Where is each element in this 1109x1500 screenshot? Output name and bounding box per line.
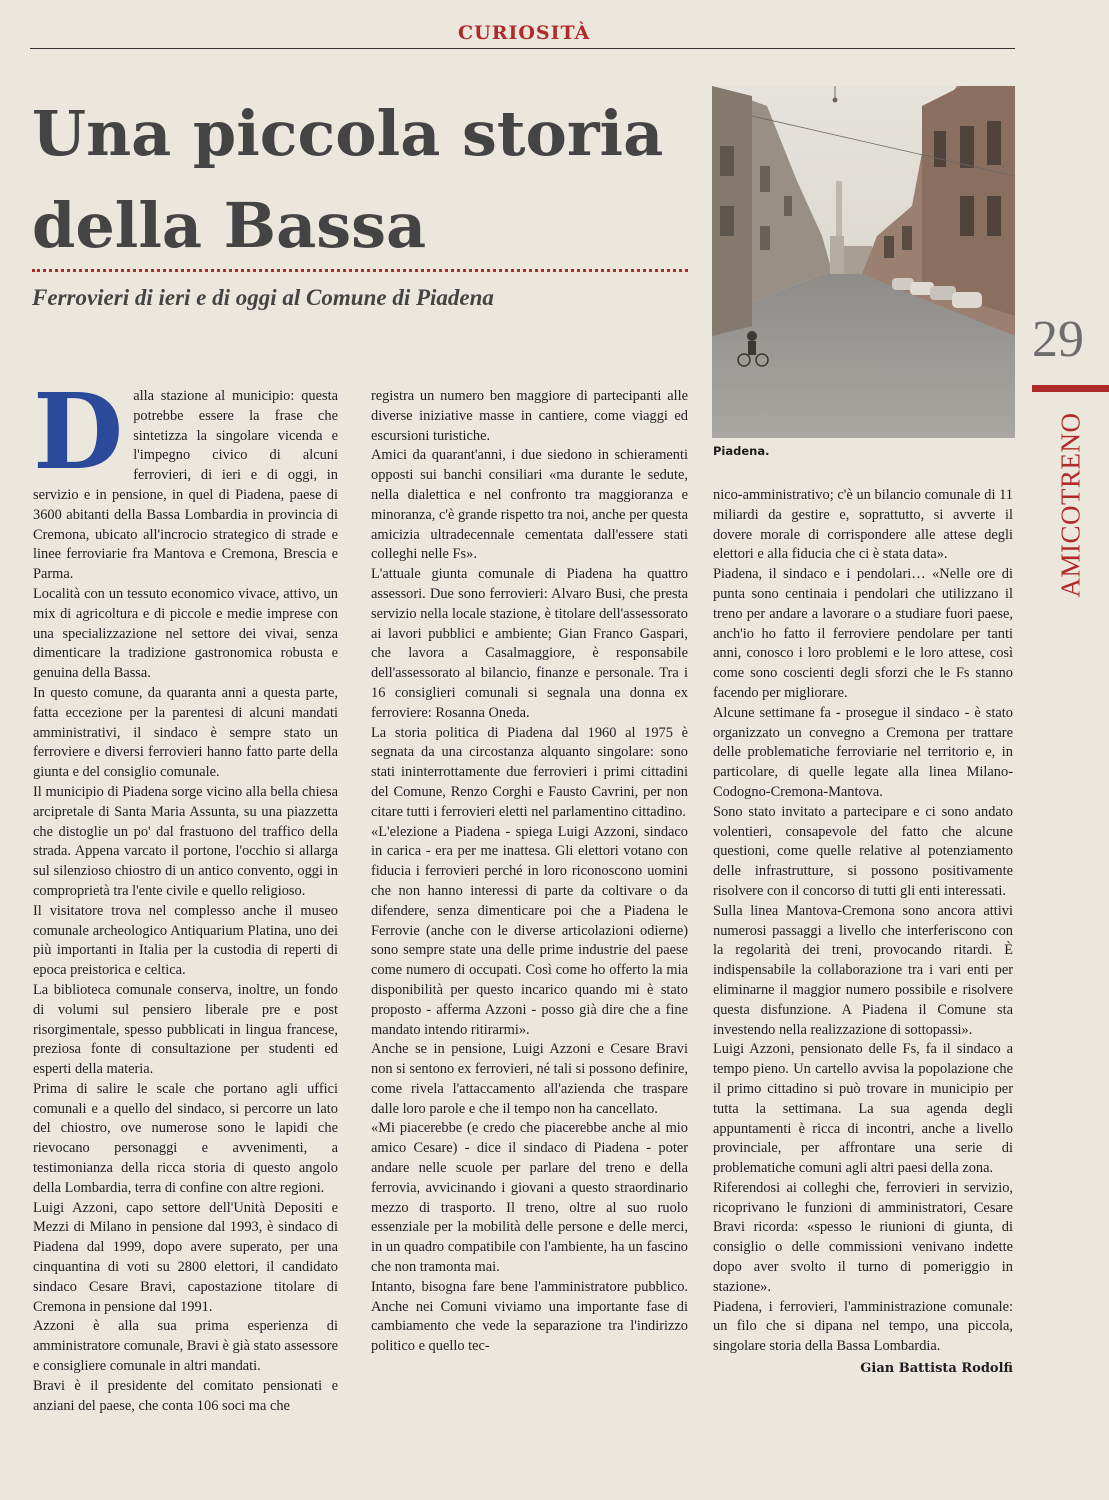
paragraph: «L'elezione a Piadena - spiega Luigi Azzoni, sindaco in carica - era per me inattesa. Gli elettori votano con fiducia i ferrovieri perché in loro riconoscono uomini che non hanno interessi di parte da coltivare o da difendere, senza dimenticare poi che a Piadena le Ferrovie (anche con le diverse articolazioni odierne) sono sempre state una delle prime industrie del paese come numero di occupati. Così come ho offerto la mia disponibilità per questo incarico quando mi è stato proposto - afferma Azzoni - posso già dire che a fine mandato intendo ritirarmi». <box>371 823 688 1038</box>
article-headline: Una piccola storia della Bassa <box>32 97 664 262</box>
top-rule <box>30 48 1015 49</box>
author-signature: Gian Battista Rodolfi <box>860 1361 1013 1377</box>
page-number: 29 <box>1032 311 1084 368</box>
paragraph: Il visitatore trova nel complesso anche il museo comunale archeologico Antiquarium Platina, uno dei più importanti in Italia per la custodia di reperti di epoca preistorica e celtica. <box>33 902 338 979</box>
article-subtitle: Ferrovieri di ieri e di oggi al Comune di Piadena <box>32 285 494 310</box>
paragraph: La storia politica di Piadena dal 1960 al 1975 è segnata da una circostanza alquanto singolare: sono stati ininterrottamente due ferrovieri i primi cittadini del Comune, Renzo Corghi e Fausto Cavrini, per non citare tutti i ferrovieri eletti nel parlamentino cittadino. <box>371 724 688 820</box>
article-column-1 <box>33 370 338 1416</box>
paragraph: Piadena, i ferrovieri, l'amministrazione comunale: un filo che si dipana nel tempo, una piccola, singolare storia della Bassa Lombardia. <box>713 1298 1013 1355</box>
paragraph: Sulla linea Mantova-Cremona sono ancora attivi numerosi passaggi a livello che interferiscono con la regolarità dei treni, provocando ritardi. È indispensabile la collaborazione tra i vari enti per eliminarne il maggior numero possibile e risolvere questa disfunzione. A Piadena il Comune sta investendo nella realizzazione di sottopassi». <box>713 902 1013 1038</box>
paragraph: Amici da quarant'anni, i due siedono in schieramenti opposti sui banchi consiliari «ma durante le sedute, nella dialettica e nel confronto tra maggioranza e minoranza, c'è grande rispetto tra noi, anche per questa amicizia ultradecennale cementata dall'essere stati colleghi nelle Fs». <box>371 447 688 563</box>
paragraph: Riferendosi ai colleghi che, ferrovieri in servizio, ricoprivano le funzioni di amministratori, Cesare Bravi ricorda: «spesso le riunioni di giunta, di consiglio o delle commissioni venivano indette dopo aver svolto il turno di pomeriggio in stazione». <box>713 1179 1013 1295</box>
paragraph: registra un numero ben maggiore di partecipanti alle diverse iniziative masse in cantiere, come viaggi ed escursioni turistiche. <box>371 388 688 444</box>
paragraph: nico-amministrativo; c'è un bilancio comunale di 11 miliardi da gestire e, soprattutto, si avverte il dovere morale di corrispondere alle attese degli elettori e alla fiducia che ci è stata data». <box>713 487 1013 563</box>
section-label: CURIOSITÀ <box>458 22 591 44</box>
paragraph: Anche se in pensione, Luigi Azzoni e Cesare Bravi non si sentono ex ferrovieri, né tali si possono definire, come rivela l'attaccamento all'azienda che traspare dalle loro parole e che il tempo non ha cancellato. <box>371 1041 688 1117</box>
paragraph: Azzoni è alla sua prima esperienza di amministratore comunale, Bravi è già stato assessore e consigliere comunale in altri mandati. <box>33 1318 338 1375</box>
paragraph: L'attuale giunta comunale di Piadena ha quattro assessori. Due sono ferrovieri: Alvaro Busi, che presta servizio nella locale stazione, è titolare dell'assessorato ai lavori pubblici e ambiente; Gian Franco Gaspari, che lavora a Casalmaggiore, è responsabile dell'assessorato al bilancio, finanze e personale. Tra i 16 consiglieri comunali si segnala una donna ex ferroviere: Rosanna Oneda. <box>371 566 688 721</box>
paragraph: Piadena, il sindaco e i pendolari… «Nelle ore di punta sono centinaia i pendolari che utilizzano il treno per andare a lavorare o a studiare fuori paese, anch'io ho fatto il ferroviere pendolare per tanti anni, conosco i loro problemi e le loro attese, così come sono coscienti degli sforzi che le Fs stanno facendo per migliorare. <box>713 566 1013 701</box>
paragraph: Il municipio di Piadena sorge vicino alla bella chiesa arcipretale di Santa Maria Assunta, su una piazzetta che distoglie un po' dal frastuono del traffico della strada. Appena varcato il portone, l'occhio si allarga sul silenzioso chiostro di un antico convento, oggi in comproprietà tra l'ente civile e quello religioso. <box>33 783 338 899</box>
paragraph: Luigi Azzoni, pensionato delle Fs, fa il sindaco a tempo pieno. Un cartello avvisa la popolazione che il primo cittadino si può trovare in municipio per tutta la settimana. La sua agenda degli appuntamenti è ricca di incontri, anche a livello provinciale, per affrontare una serie di problematiche comuni agli altri paesi della zona. <box>713 1041 1013 1177</box>
paragraph: Bravi è il presidente del comitato pensionati e anziani del paese, che conta 106 soci ma che <box>33 1377 338 1414</box>
side-color-bar <box>1032 385 1109 392</box>
paragraph: «Mi piacerebbe (e credo che piacerebbe anche al mio amico Cesare) - dice il sindaco di Piadena - poter andare nelle scuole per parlare del treno e della ferrovia, avvicinando i giovani a questo straordinario mezzo di trasporto. Il treno, oltre al suo ruolo essenziale per la mobilità delle persone e delle merci, in un quadro compatibile con l'ambiente, ha un fascino che non tramonta mai. <box>371 1120 688 1276</box>
magazine-name-vertical: AMICOTRENO <box>1055 412 1086 598</box>
drop-cap: D <box>33 370 124 493</box>
dotted-divider <box>32 269 688 272</box>
paragraph: La biblioteca comunale conserva, inoltre, un fondo di volumi sul pensiero liberale pre e post risorgimentale, spesso pubblicati in lingua francese, preziosa fonte di consultazione per studenti ed esperti della materia. <box>33 981 338 1078</box>
paragraph: Località con un tessuto economico vivace, attivo, un mix di agricoltura e di piccole e medie imprese con una specializzazione nel settore dei vivai, senza dimenticare la tradizione gastronomica robusta e genuina della Bassa. <box>33 585 338 682</box>
article-column-2 <box>371 387 688 1357</box>
photo-caption: Piadena. <box>713 444 770 458</box>
paragraph: Intanto, bisogna fare bene l'amministratore pubblico. Anche nei Comuni viviamo una importante fase di cambiamento che vede la separazione tra l'indirizzo politico e quello tec- <box>371 1278 688 1355</box>
paragraph: Prima di salire le scale che portano agli uffici comunali e a quello del sindaco, si percorre un lato del chiostro, ove numerose sono le lapidi che rievocano personaggi e avvenimenti, a testimonianza della ricca storia di questo angolo della Lombardia, terra di confine con altre regioni. <box>33 1080 338 1196</box>
article-column-3 <box>713 486 1013 1379</box>
paragraph: In questo comune, da quaranta anni a questa parte, fatta eccezione per la parentesi di alcuni mandati amministrativi, il sindaco è sempre stato un ferroviere e diversi ferrovieri hanno fatto parte della giunta e del consiglio comunale. <box>33 684 338 781</box>
paragraph: Alcune settimane fa - prosegue il sindaco - è stato organizzato un convegno a Cremona per trattare delle problematiche ferroviarie nel territorio e, in particolare, di quelle legate alla linea Milano-Codogno-Cremona-Mantova. <box>713 704 1013 800</box>
paragraph: Sono stato invitato a partecipare e ci sono andato volentieri, consapevole del fatto che alcune questioni, come quelle relative al potenziamento delle infrastrutture, si possono positivamente risolvere con il concorso di tutti gli enti interessati. <box>713 803 1013 899</box>
street-photo <box>712 86 1015 438</box>
street-photo-illustration <box>712 86 1015 438</box>
paragraph: Luigi Azzoni, capo settore dell'Unità Depositi e Mezzi di Milano in pensione dal 1993, è sindaco di Piadena dal 1999, dopo avere superato, per una cinquantina di voti su 2800 elettori, il candidato sindaco Cesare Bravi, capostazione titolare di Cremona in pensione dal 1991. <box>33 1199 338 1315</box>
paragraph: alla stazione al municipio: questa potrebbe essere la frase che sintetizza la singolare vicenda e l'impegno civico di alcuni ferrovieri, di ieri e di oggi, in servizio e in pensione, in quel di Piadena, paese di 3600 abitanti della Bassa Lombardia in provincia di Cremona, ubicato all'incrocio strategico di strade e linee ferroviarie fra Mantova e Cremona, Brescia e Parma. <box>33 388 338 583</box>
